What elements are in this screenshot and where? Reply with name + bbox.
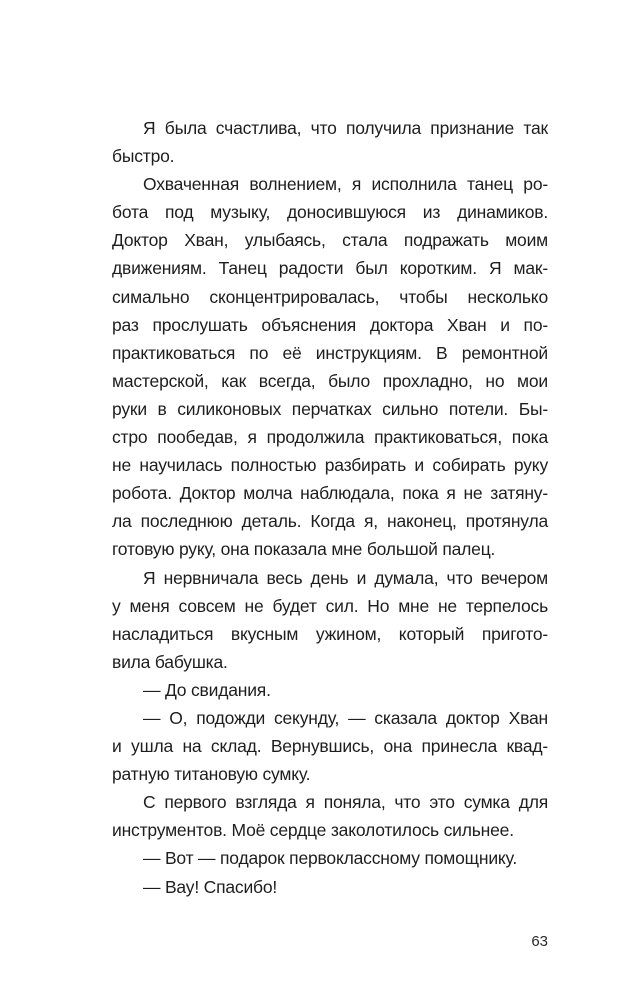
text-line: стро пообедав, я продолжила практиковаться, пока — [112, 427, 548, 448]
text-line: симально сконцентрировалась, чтобы несколько — [112, 286, 548, 307]
paragraph — [112, 788, 548, 844]
text-line: мастерской, как всегда, было прохладно, но мои — [112, 370, 548, 391]
text-line: Доктор Хван, улыбаясь, стала подражать моим — [112, 230, 548, 251]
text-line: бота под музыку, доносившуюся из динамиков. — [112, 202, 548, 223]
text-line: — До свидания. — [143, 679, 271, 700]
paragraph — [112, 170, 548, 563]
text-line: раз прослушать объяснения доктора Хван и по- — [112, 314, 548, 335]
paragraph — [112, 114, 548, 170]
text-line: — Вот — подарок первоклассному помощнику. — [143, 848, 518, 869]
text-line: и ушла на склад. Вернувшись, она принесла квад- — [112, 736, 548, 757]
text-line: С первого взгляда я поняла, что это сумка для — [143, 792, 548, 813]
paragraph — [112, 704, 548, 788]
text-line: движениям. Танец радости был коротким. Я мак- — [112, 258, 548, 279]
text-line: вила бабушка. — [112, 651, 228, 672]
text-line: быстро. — [112, 146, 175, 167]
page-number: 63 — [531, 933, 548, 950]
text-line: не научилась полностью разбирать и собирать руку — [112, 455, 548, 476]
text-line: готовую руку, она показала мне большой палец. — [112, 539, 496, 560]
text-line: — О, подожди секунду, — сказала доктор Хван — [143, 707, 548, 728]
text-line: — Вау! Спасибо! — [143, 876, 278, 897]
text-line: насладиться вкусным ужином, который пригото- — [112, 623, 548, 644]
text-line: ратную титановую сумку. — [112, 764, 311, 785]
text-line: инструментов. Моё сердце заколотилось сильнее. — [112, 820, 514, 841]
text-line: у меня совсем не будет сил. Но мне не терпелось — [112, 595, 548, 616]
page-text — [112, 114, 548, 901]
text-line: ла последнюю деталь. Когда я, наконец, протянула — [112, 511, 548, 532]
paragraph — [112, 676, 548, 704]
text-line: Я была счастлива, что получила признание так — [143, 118, 548, 138]
text-line: Охваченная волнением, я исполнила танец ро- — [143, 174, 548, 195]
text-line: Я нервничала весь день и думала, что вечером — [143, 567, 548, 588]
text-line: руки в силиконовых перчатках сильно потели. Бы- — [112, 398, 548, 419]
paragraph — [112, 873, 548, 901]
text-line: робота. Доктор молча наблюдала, пока я не затяну- — [112, 483, 548, 504]
paragraph — [112, 844, 548, 872]
paragraph — [112, 564, 548, 676]
text-line: практиковаться по её инструкциям. В ремонтной — [112, 342, 548, 363]
